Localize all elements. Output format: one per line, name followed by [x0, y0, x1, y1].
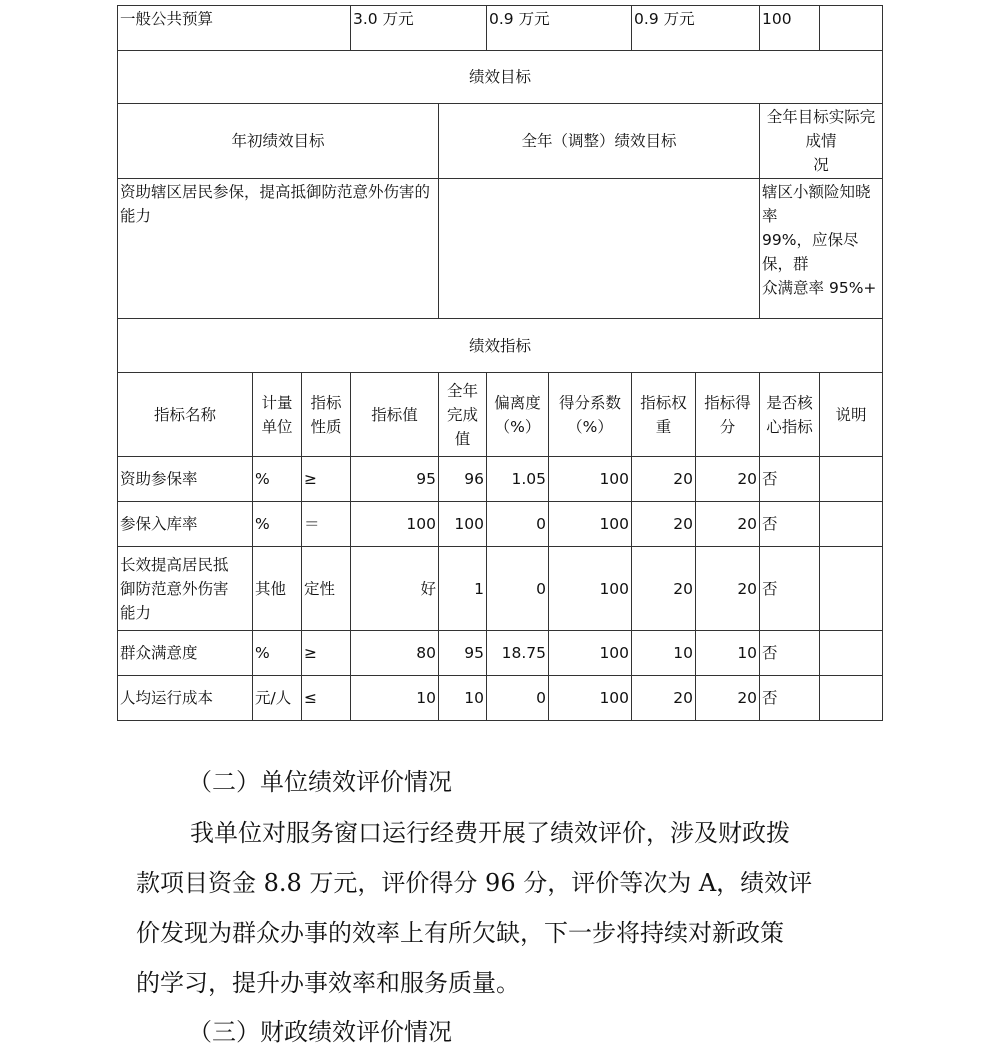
cell-note: [820, 547, 883, 631]
goals-col-adjusted: 全年（调整）绩效目标: [439, 104, 760, 179]
cell-note: [820, 676, 883, 721]
cell-deviation: 0: [487, 676, 549, 721]
cell-value: 100: [351, 502, 439, 547]
budget-empty-cell: [820, 6, 883, 51]
cell-done: 100: [439, 502, 487, 547]
table-row: [118, 547, 883, 631]
indicators-section-title: 绩效指标: [118, 319, 883, 373]
header-deviation-line2: （%）: [494, 417, 541, 436]
cell-deviation: 1.05: [487, 457, 549, 502]
cell-coefficient: 100: [549, 547, 632, 631]
performance-table: [117, 5, 883, 721]
cell-score: 20: [696, 676, 760, 721]
header-note: 说明: [820, 373, 883, 457]
paragraph-line-2: 款项目资金 8.8 万元，评价得分 96 分，评价等次为 A，绩效评: [136, 869, 813, 897]
cell-name: 资助参保率: [118, 457, 253, 502]
header-nature: [302, 373, 351, 457]
goals-actual-line2: 99%，应保尽保，群: [762, 231, 859, 273]
cell-name: 参保入库率: [118, 502, 253, 547]
header-core-line1: 是否核: [766, 393, 813, 412]
header-nature-line2: 性质: [310, 417, 342, 436]
cell-value: 95: [351, 457, 439, 502]
cell-weight: 20: [632, 457, 696, 502]
cell-note: [820, 631, 883, 676]
cell-done: 95: [439, 631, 487, 676]
cell-nature: ≤: [302, 676, 351, 721]
header-score-line2: 分: [719, 417, 736, 436]
cell-name-line1: 长效提高居民抵: [120, 555, 229, 574]
cell-unit: 元/人: [253, 676, 302, 721]
budget-row: [118, 6, 883, 51]
cell-core: 否: [760, 547, 820, 631]
cell-note: [820, 457, 883, 502]
cell-name: 人均运行成本: [118, 676, 253, 721]
goals-col-actual-line2: 况: [813, 156, 829, 174]
goals-actual-line3: 众满意率 95%+: [762, 279, 877, 297]
budget-label: 一般公共预算: [118, 6, 351, 51]
header-value: 指标值: [351, 373, 439, 457]
goals-col-actual: [760, 104, 883, 179]
evaluation-paragraph: [136, 808, 876, 1008]
table-row: [118, 457, 883, 502]
table-row: [118, 502, 883, 547]
cell-coefficient: 100: [549, 631, 632, 676]
goals-section-title: 绩效目标: [118, 51, 883, 104]
indicators-title-row: [118, 319, 883, 373]
cell-value: 10: [351, 676, 439, 721]
cell-unit: %: [253, 502, 302, 547]
header-done-line3: 值: [454, 429, 471, 448]
cell-nature: ≥: [302, 457, 351, 502]
goals-initial-text: 资助辖区居民参保，提高抵御防范意外伤害的能力: [118, 179, 439, 319]
header-deviation: [487, 373, 549, 457]
paragraph-line-4: 的学习，提升办事效率和服务质量。: [136, 969, 520, 997]
cell-score: 20: [696, 547, 760, 631]
header-unit: [253, 373, 302, 457]
paragraph-line-3: 价发现为群众办事的效率上有所欠缺，下一步将持续对新政策: [136, 919, 784, 947]
header-core: [760, 373, 820, 457]
section-heading-2: （二）单位绩效评价情况: [188, 768, 452, 796]
cell-value: 80: [351, 631, 439, 676]
header-deviation-line1: 偏离度: [494, 393, 541, 412]
cell-weight: 10: [632, 631, 696, 676]
cell-name-line2: 御防范意外伤害: [120, 579, 229, 598]
cell-score: 20: [696, 502, 760, 547]
paragraph-line-1: [136, 808, 876, 858]
header-weight-line2: 重: [655, 417, 672, 436]
section-heading-3: （三）财政绩效评价情况: [188, 1018, 452, 1046]
cell-core: 否: [760, 676, 820, 721]
cell-coefficient: 100: [549, 676, 632, 721]
cell-nature: ＝: [302, 502, 351, 547]
header-score: [696, 373, 760, 457]
cell-name: 群众满意度: [118, 631, 253, 676]
cell-name: [118, 547, 253, 631]
goals-col-actual-line1: 全年目标实际完成情: [766, 108, 876, 150]
cell-core: 否: [760, 631, 820, 676]
cell-weight: 20: [632, 676, 696, 721]
cell-unit: %: [253, 457, 302, 502]
goals-title-row: [118, 51, 883, 104]
cell-score: 10: [696, 631, 760, 676]
budget-value-1: 3.0 万元: [351, 6, 487, 51]
cell-weight: 20: [632, 547, 696, 631]
header-core-line2: 心指标: [766, 417, 813, 436]
budget-value-2: 0.9 万元: [487, 6, 632, 51]
cell-weight: 20: [632, 502, 696, 547]
cell-deviation: 0: [487, 547, 549, 631]
cell-nature: 定性: [302, 547, 351, 631]
goals-content-row: [118, 179, 883, 319]
header-weight-line1: 指标权: [640, 393, 687, 412]
goals-header-row: [118, 104, 883, 179]
cell-done: 10: [439, 676, 487, 721]
header-coefficient: [549, 373, 632, 457]
header-unit-line1: 计量: [261, 393, 293, 412]
cell-unit: 其他: [253, 547, 302, 631]
goals-adjusted-text: [439, 179, 760, 319]
header-done-line1: 全年: [447, 381, 479, 400]
header-done: [439, 373, 487, 457]
paragraph-line-1-text: 我单位对服务窗口运行经费开展了绩效评价，涉及财政拨: [190, 819, 790, 847]
cell-done: 96: [439, 457, 487, 502]
cell-core: 否: [760, 502, 820, 547]
cell-score: 20: [696, 457, 760, 502]
header-score-line1: 指标得: [704, 393, 751, 412]
header-name: 指标名称: [118, 373, 253, 457]
cell-unit: %: [253, 631, 302, 676]
goals-col-initial: 年初绩效目标: [118, 104, 439, 179]
header-done-line2: 完成: [447, 405, 479, 424]
cell-nature: ≥: [302, 631, 351, 676]
cell-coefficient: 100: [549, 502, 632, 547]
cell-done: 1: [439, 547, 487, 631]
cell-core: 否: [760, 457, 820, 502]
header-coefficient-line2: （%）: [567, 417, 613, 436]
header-coefficient-line1: 得分系数: [559, 393, 622, 412]
cell-coefficient: 100: [549, 457, 632, 502]
indicators-header-row: [118, 373, 883, 457]
table-row: [118, 631, 883, 676]
cell-deviation: 0: [487, 502, 549, 547]
header-weight: [632, 373, 696, 457]
header-nature-line1: 指标: [310, 393, 342, 412]
table-row: [118, 676, 883, 721]
budget-value-3: 0.9 万元: [632, 6, 760, 51]
cell-note: [820, 502, 883, 547]
budget-value-4: 100: [760, 6, 820, 51]
goals-actual-line1: 辖区小额险知晓率: [762, 183, 871, 225]
cell-deviation: 18.75: [487, 631, 549, 676]
cell-name-line3: 能力: [120, 603, 152, 622]
cell-value: 好: [351, 547, 439, 631]
goals-actual-text: [760, 179, 883, 319]
header-unit-line2: 单位: [261, 417, 293, 436]
